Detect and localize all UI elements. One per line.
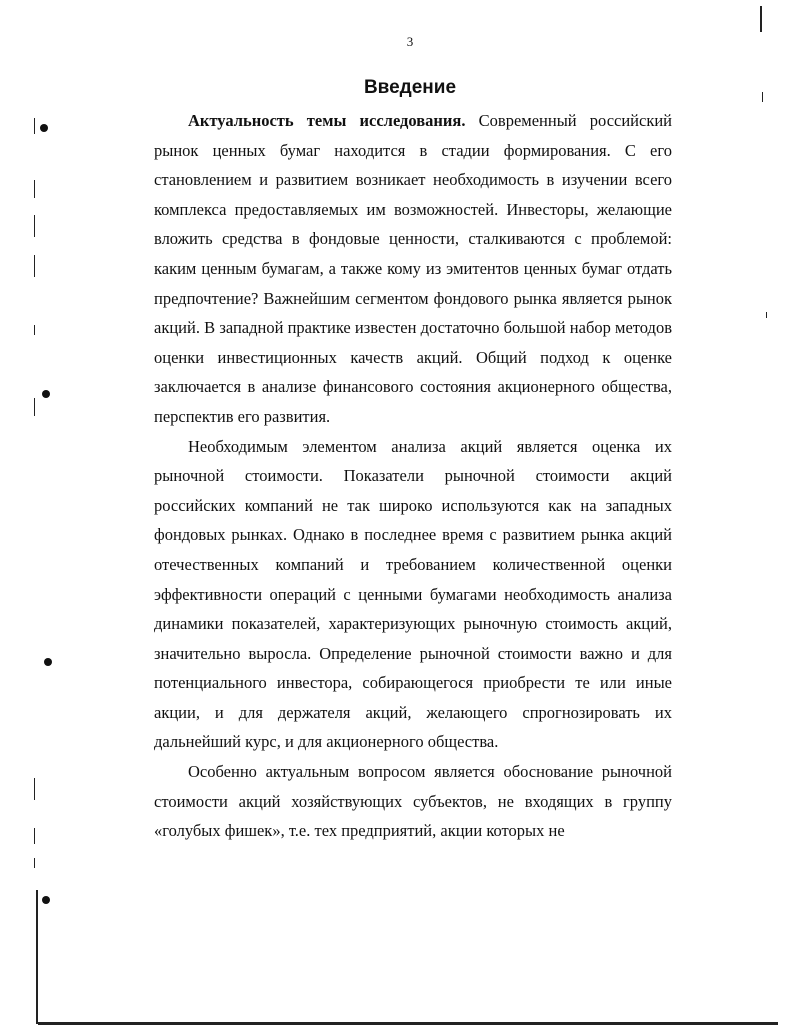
margin-mark: [34, 828, 35, 844]
margin-mark: [34, 778, 35, 800]
margin-mark: [760, 6, 762, 32]
binding-hole-mark: [42, 896, 50, 904]
paragraph-2: Необходимым элементом анализа акций является оценка их рыночной стоимости. Показатели рыночной стоимости акций российских компаний не так широко используются как на западных фондовых рынках. Однако в последнее время с развитием рынка акций отечественных компаний и требованием количественной оценки эффективности операций с ценными бумагами необходимость анализа динамики показателей, характеризующих рыночную стоимость акций, значительно выросла. Определение рыночной стоимости важно и для потенциального инвестора, собирающегося приобрести те или иные акции, и для держателя акций, желающего спрогнозировать их дальнейший курс, и для акционерного общества.: [154, 436, 672, 752]
margin-mark: [766, 312, 767, 318]
margin-mark: [34, 398, 35, 416]
paragraph-lead: Актуальность темы исследования.: [188, 111, 466, 130]
body-text: [154, 106, 672, 846]
margin-mark: [762, 92, 763, 102]
paragraph-3: Особенно актуальным вопросом является обоснование рыночной стоимости акций хозяйствующих субъектов, не входящих в группу «голубых фишек», т.е. тех предприятий, акции которых не: [154, 762, 672, 841]
page-bottom-edge: [38, 1022, 778, 1025]
paragraph-1: [154, 106, 672, 432]
margin-mark: [34, 255, 35, 277]
margin-mark: [36, 890, 38, 1024]
paragraph-text: Современный российский рынок ценных бумаг находится в стадии формирования. С его становлением и развитием возникает необходимость в изучении всего комплекса предоставляемых им возможностей. Инвесторы, желающие вложить средства в фондовые ценности, сталкиваются с проблемой: каким ценным бумагам, а также кому из эмитентов ценных бумаг отдать предпочтение? Важнейшим сегментом фондового рынка является рынок акций. В западной практике известен достаточно большой набор методов оценки инвестиционных качеств акций. Общий подход к оценке заключается в анализе финансового состояния акционерного общества, перспектив его развития.: [154, 111, 672, 426]
margin-mark: [34, 858, 35, 868]
margin-mark: [34, 325, 35, 335]
binding-hole-mark: [44, 658, 52, 666]
binding-hole-mark: [42, 390, 50, 398]
margin-mark: [34, 118, 35, 134]
margin-mark: [34, 215, 35, 237]
page-number: 3: [406, 34, 414, 49]
section-heading: Введение: [363, 77, 457, 98]
margin-mark: [34, 180, 35, 198]
binding-hole-mark: [40, 124, 48, 132]
